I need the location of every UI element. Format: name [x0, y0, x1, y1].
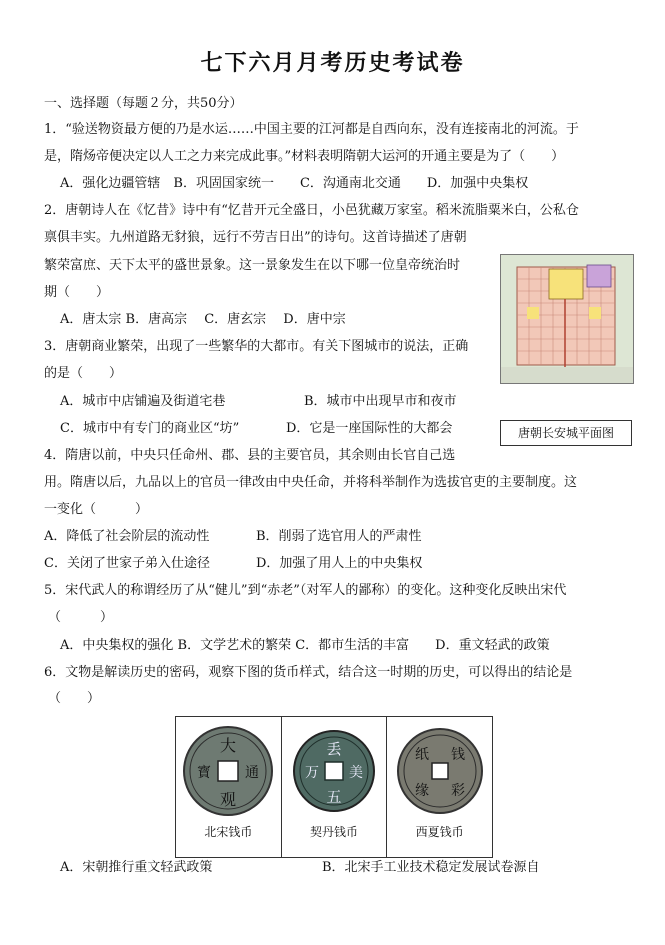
q2-stem-line3: 繁荣富庶、天下太平的盛世景象。这一景象发生在以下哪一位皇帝统治时	[44, 258, 461, 273]
changan-map-image	[500, 254, 634, 384]
q2-options: A．唐太宗 B．唐高宗 C．唐玄宗 D．唐中宗	[60, 312, 346, 327]
coin-char: 万	[305, 765, 319, 781]
q5-options: A．中央集权的强化 B．文学艺术的繁荣 C．都市生活的丰富 D．重文轻武的政策	[60, 638, 550, 653]
coin-char: 五	[326, 788, 342, 806]
coin-char: 彩	[450, 783, 465, 799]
q4-option-b: B．削弱了选官用人的严肃性	[256, 529, 422, 544]
coin-cell-western-xia	[387, 717, 492, 857]
q4-stem-line2: 用。隋唐以后，九品以上的官员一律改由中央任命，并将科举制作为选拔官吏的主要制度。这	[44, 475, 578, 490]
q3-stem-line1: 3．唐朝商业繁荣，出现了一些繁华的大都市。有关下图城市的说法，正确	[44, 339, 469, 354]
coin-northern-song-image	[180, 723, 276, 819]
section-heading: 一、选择题（每题２分，共50分）	[44, 96, 243, 111]
coin-label: 西夏钱币	[415, 825, 464, 839]
q2-stem-line2: 禀俱丰实。九州道路无豺狼，远行不劳吉日出”的诗句。这首诗描述了唐朝	[44, 230, 467, 245]
q4-option-a: A．降低了社会阶层的流动性	[44, 529, 210, 544]
coin-label: 契丹钱币	[310, 825, 359, 839]
coin-khitan-image	[286, 723, 382, 819]
coin-char: 丢	[326, 740, 342, 758]
q3-option-d: D．它是一座国际性的大都会	[286, 421, 453, 436]
changan-map-drawing	[501, 255, 633, 383]
q6-option-a: A．宋朝推行重文轻武政策	[60, 860, 213, 875]
q6-stem-line1: 6．文物是解读历史的密码，观察下图的货币样式，结合这一时期的历史，可以得出的结论是	[44, 665, 573, 680]
q2-stem-line1: 2．唐朝诗人在《忆昔》诗中有“忆昔开元全盛日，小邑犹藏万家室。稻米流脂粟米白，公私仓	[44, 203, 579, 218]
coin-char: 美	[349, 765, 363, 781]
coin-char: 缘	[414, 783, 429, 799]
map-caption: 唐朝长安城平面图	[500, 420, 632, 446]
q6-option-b: B．北宋手工业技术稳定发展试卷源自	[322, 860, 540, 875]
coin-char: 通	[245, 765, 260, 781]
page-title: 七下六月月考历史考试卷	[200, 51, 465, 76]
q1-stem-line2: 是，隋炀帝便决定以人工之力来完成此事。”材料表明隋朝大运河的开通主要是为了（ ）	[44, 149, 565, 164]
q3-stem-line2: 的是（ ）	[44, 366, 123, 381]
q6-stem-line2: （ ）	[48, 691, 101, 706]
coin-char: 钱	[450, 747, 465, 763]
coin-cell-khitan	[282, 717, 388, 857]
coin-char: 纸	[414, 747, 429, 763]
q3-option-b: B．城市中出现早市和夜市	[304, 394, 457, 409]
q3-option-c: C．城市中有专门的商业区“坊”	[60, 421, 240, 436]
q1-options: A．强化边疆管辖 B．巩固国家统一 C．沟通南北交通 D．加强中央集权	[60, 176, 529, 191]
q3-option-a: A．城市中店铺遍及街道宅巷	[60, 394, 226, 409]
coin-western-xia-image	[392, 723, 488, 819]
q5-stem-line2: （ ）	[48, 610, 114, 625]
q2-stem-line4: 期（ ）	[44, 285, 110, 300]
coin-cell-northern-song	[176, 717, 282, 857]
q4-option-d: D．加强了用人上的中央集权	[256, 556, 423, 571]
q1-stem-line1: 1．“验送物资最方便的乃是水运……中国主要的江河都是自西向东，没有连接南北的河流。于	[44, 122, 579, 137]
coin-label: 北宋钱币	[204, 825, 253, 839]
q4-option-c: C．关闭了世家子弟入仕途径	[44, 556, 210, 571]
coin-char: 寳	[197, 765, 212, 781]
q5-stem-line1: 5．宋代武人的称谓经历了从“健儿”到“赤老”（对军人的鄙称）的变化。这种变化反映出宋代	[44, 583, 567, 598]
coin-char: 大	[220, 736, 237, 755]
coin-char: 观	[220, 790, 237, 809]
q4-stem-line3: 一变化（ ）	[44, 502, 149, 517]
q4-stem-line1: 4．隋唐以前，中央只任命州、郡、县的主要官员，其余则由长官自己选	[44, 448, 456, 463]
coin-table	[175, 716, 493, 858]
